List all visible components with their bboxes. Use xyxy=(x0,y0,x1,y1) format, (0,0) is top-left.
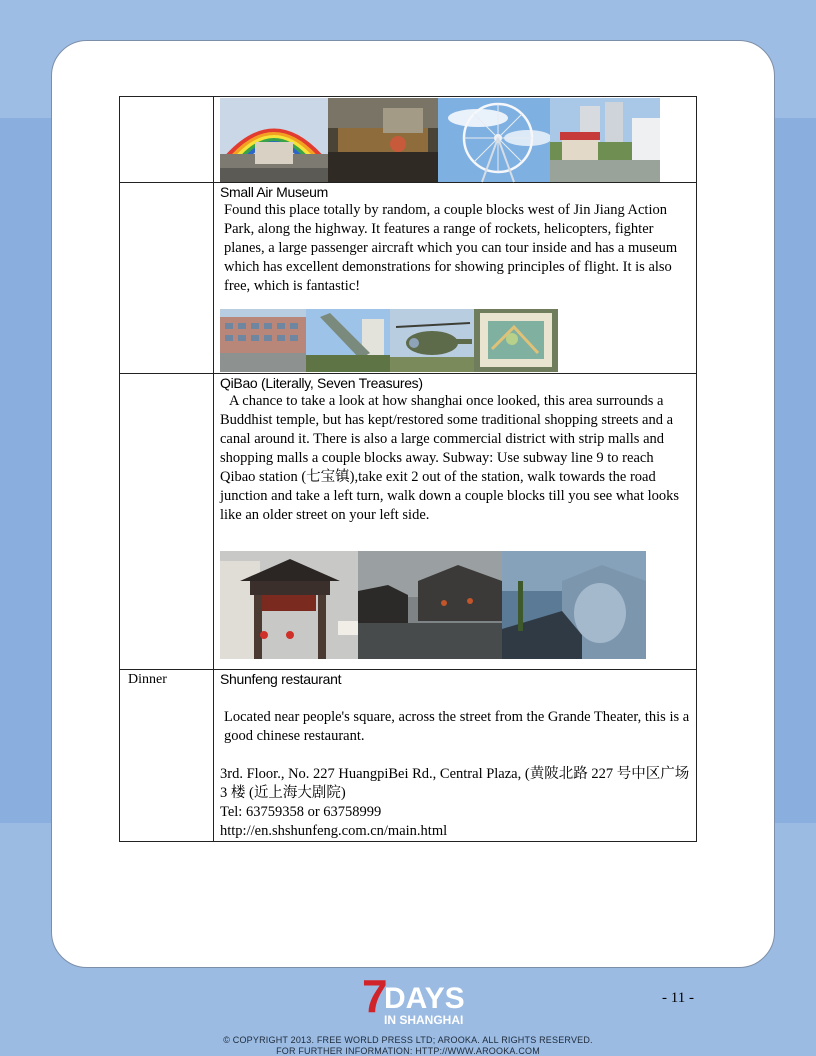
photo-carousel xyxy=(550,98,660,182)
time-cell-dinner: Dinner xyxy=(120,670,214,842)
section-description: A chance to take a look at how shanghai once looked, this area surrounds a Buddhist temple, but has kept/restored some traditional shopping streets and a canal around it. There is also a large commercial district with strip malls and shopping malls a couple blocks away. Subway: Use subway line 9 to reach Qibao station (七宝镇),take exit 2 out of the station, walk towards the road junction and take a left turn, walk down a couple blocks till you see what looks like an older street on your left side. xyxy=(220,393,680,523)
table-row xyxy=(120,97,697,183)
restaurant-phone: Tel: 63759358 or 63758999 xyxy=(220,804,382,820)
photo-amusement-park-gate xyxy=(220,98,328,182)
table-row xyxy=(120,374,697,670)
7days-in-shanghai-logo xyxy=(358,970,465,1032)
content-cell xyxy=(214,670,697,842)
section-description: Located near people's square, across the street from the Grande Theater, this is a good chinese restaurant. xyxy=(224,709,690,744)
info-line: FOR FURTHER INFORMATION: HTTP://WWW.AROOKA.COM xyxy=(276,1046,540,1056)
svg-text:DAYS: DAYS xyxy=(384,982,465,1015)
section-heading: Small Air Museum xyxy=(220,184,329,200)
photo-qibao-mural xyxy=(502,551,646,659)
photo-ferris-wheel xyxy=(438,98,550,182)
content-cell xyxy=(214,97,697,183)
section-description: Found this place totally by random, a couple blocks west of Jin Jiang Action Park, along the highway. It features a range of rockets, helicopters, fighter planes, a large passenger aircraft which you can tour inside and has a museum which has excellent demonstrations for showing principles of flight. It is also free, which is fantastic! xyxy=(224,202,678,294)
restaurant-address: 3rd. Floor., No. 227 HuangpiBei Rd., Central Plaza, (黄陂北路 227 号中区广场 3 楼 (近上海大剧院) xyxy=(220,766,690,801)
section-heading: Shunfeng restaurant xyxy=(220,671,342,687)
photo-strip xyxy=(220,309,692,372)
photo-qibao-canal xyxy=(358,551,502,659)
copyright-line: © COPYRIGHT 2013. FREE WORLD PRESS LTD; AROOKA. ALL RIGHTS RESERVED. xyxy=(223,1035,593,1045)
time-cell xyxy=(120,183,214,374)
table-row xyxy=(120,670,697,842)
restaurant-url-link[interactable]: http://en.shshunfeng.com.cn/main.html xyxy=(220,823,448,839)
time-cell xyxy=(120,374,214,670)
svg-text:7: 7 xyxy=(362,970,388,1022)
photo-strip xyxy=(220,98,692,182)
time-cell xyxy=(120,97,214,183)
itinerary-table xyxy=(119,96,697,842)
content-cell xyxy=(214,374,697,670)
section-heading: QiBao (Literally, Seven Treasures) xyxy=(220,375,423,391)
photo-rocket xyxy=(306,309,390,372)
svg-text:IN SHANGHAI: IN SHANGHAI xyxy=(384,1013,464,1027)
table-row xyxy=(120,183,697,374)
photo-strip xyxy=(220,551,692,659)
page-number: - 11 - xyxy=(662,990,694,1006)
photo-park-ride xyxy=(328,98,438,182)
photo-helicopter xyxy=(390,309,474,372)
photo-museum-map xyxy=(474,309,558,372)
content-cell xyxy=(214,183,697,374)
photo-museum-building xyxy=(220,309,306,372)
photo-qibao-gate xyxy=(220,551,358,659)
